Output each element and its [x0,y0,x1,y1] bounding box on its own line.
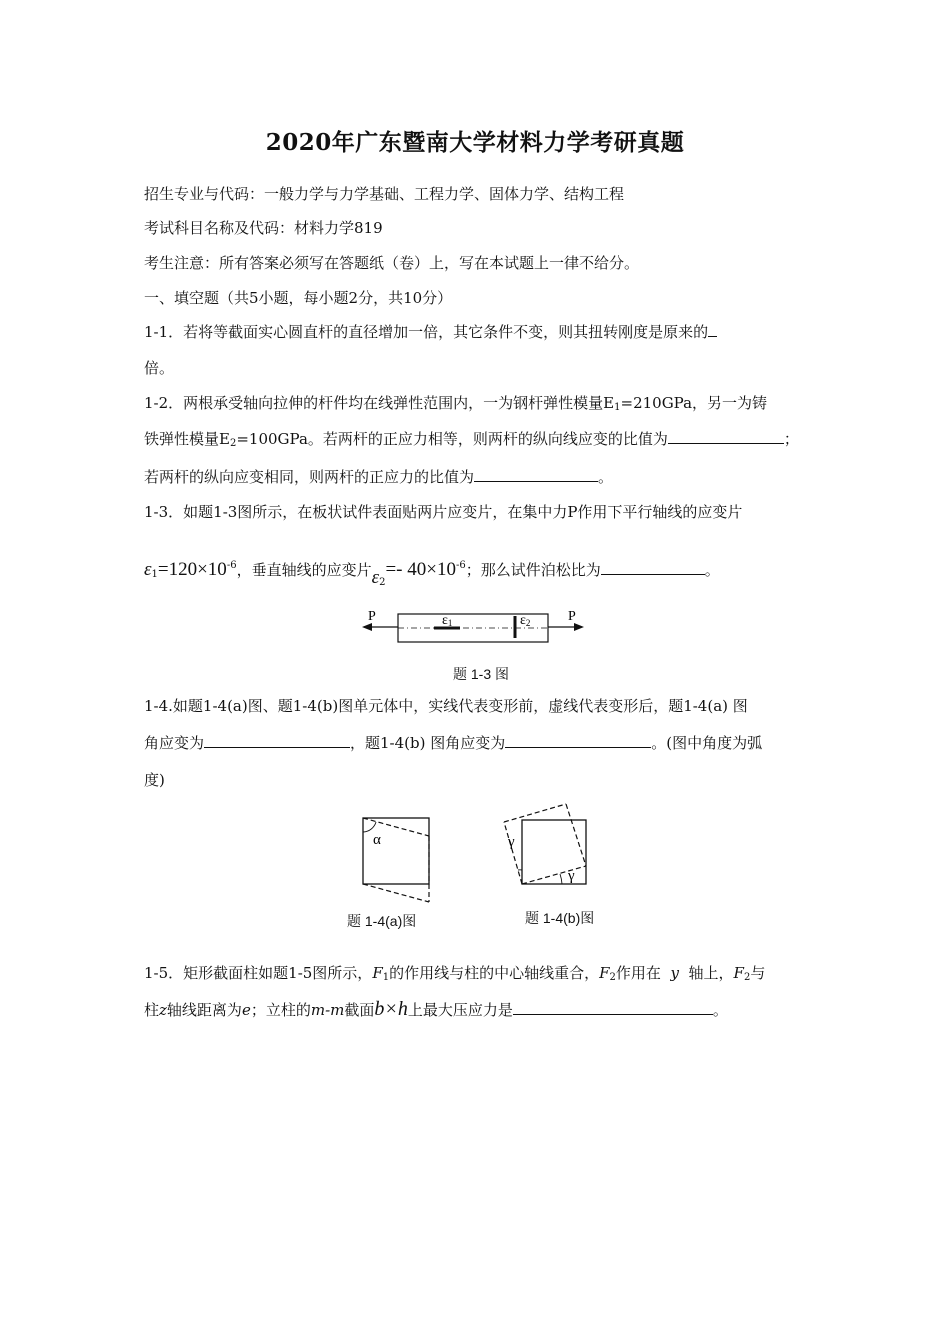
page-title: 2020年广东暨南大学材料力学考研真题 [265,129,685,156]
answer-blank[interactable] [513,1000,713,1015]
question-1-5: 1-5．矩形截面柱如题1-5图所示，$F_1$的作用线与柱的中心轴线重合，$F_2$作用在 y 轴上，$F_2$与 [144,964,766,983]
deformed-top-edge [504,804,566,822]
figure-1-4a-caption: 题 1-4(a)图 [347,913,417,929]
figure-1-3-caption: 题 1-3 图 [453,666,510,682]
angle-gamma-left-label: γ [508,834,515,850]
question-1-4-line2: 角应变为 ，题1-4(b) 图角应变为 。(图中角度为弧 [144,734,763,752]
figure-1-3 [360,602,590,652]
gauge-2-label: ε2 [520,613,531,628]
question-1-4: 1-4.如题1-4(a)图、题1-4(b)图单元体中，实线代表变形前，虚线代表变形后，题1-4(a) 图 [144,697,748,715]
answer-blank[interactable] [204,733,350,748]
deformed-bottom-edge [363,884,429,902]
deformed-right-edge [566,804,586,866]
angle-gamma-bottom-label: γ [568,868,575,884]
section-heading: 一、填空题（共5小题，每小题2分，共10分） [144,289,453,307]
arrowhead-left-icon [362,623,372,631]
angle-arc-bottom [560,874,562,884]
answer-blank[interactable] [708,322,717,337]
question-1-1-cont: 倍。 [144,359,175,377]
answer-blank[interactable] [668,429,784,444]
answer-blank[interactable] [474,467,598,482]
major-info: 招生专业与代码：一般力学与力学基础、工程力学、固体力学、结构工程 [144,185,625,203]
force-label-right: P [568,609,576,624]
question-1-2-line2: 铁弹性模量$E_2=100GPa$。若两杆的正应力相等，则两杆的纵向线应变的比值为 ； [144,430,799,449]
figure-1-4b [496,800,596,892]
gauge-1-label: ε1 [442,613,453,628]
answer-blank[interactable] [505,733,651,748]
angle-alpha-label: α [373,832,381,848]
question-1-3-line2: $\varepsilon_1=120\times 10^{-6}$，垂直轴线的应变片$\varepsilon_2=-$ $40\times 10^{-6}$；那么试件泊松比为 。 [144,559,720,588]
figure-1-4b-caption: 题 1-4(b)图 [525,910,595,926]
figure-1-4a [355,812,445,904]
question-1-3: 1-3．如题1-3图所示，在板状试件表面贴两片应变片，在集中力P作用下平行轴线的应变片 [144,503,743,521]
arrowhead-right-icon [574,623,584,631]
exam-notice: 考生注意：所有答案必须写在答题纸（卷）上，写在本试题上一律不给分。 [144,254,640,272]
deformed-left-edge [504,822,522,884]
question-1-1: 1-1．若将等截面实心圆直杆的直径增加一倍，其它条件不变，则其扭转刚度是原来的 [144,322,717,342]
deformed-bottom-edge [522,866,586,884]
question-1-4-line3: 度) [144,771,165,789]
subject-info: 考试科目名称及代码：材料力学819 [144,219,383,237]
question-1-2-line3: 若两杆的纵向应变相同，则两杆的正应力的比值为 。 [144,468,614,486]
answer-blank[interactable] [601,560,705,575]
angle-arc [363,822,376,832]
question-1-5-line2: 柱z轴线距离为e；立柱的m-m截面b×h上最大压应力是 。 [144,998,728,1020]
question-1-2: 1-2．两根承受轴向拉伸的杆件均在线弹性范围内，一为钢杆弹性模量$E_1=210GPa$，另一为铸 [144,394,768,413]
force-label-left: P [368,609,376,624]
